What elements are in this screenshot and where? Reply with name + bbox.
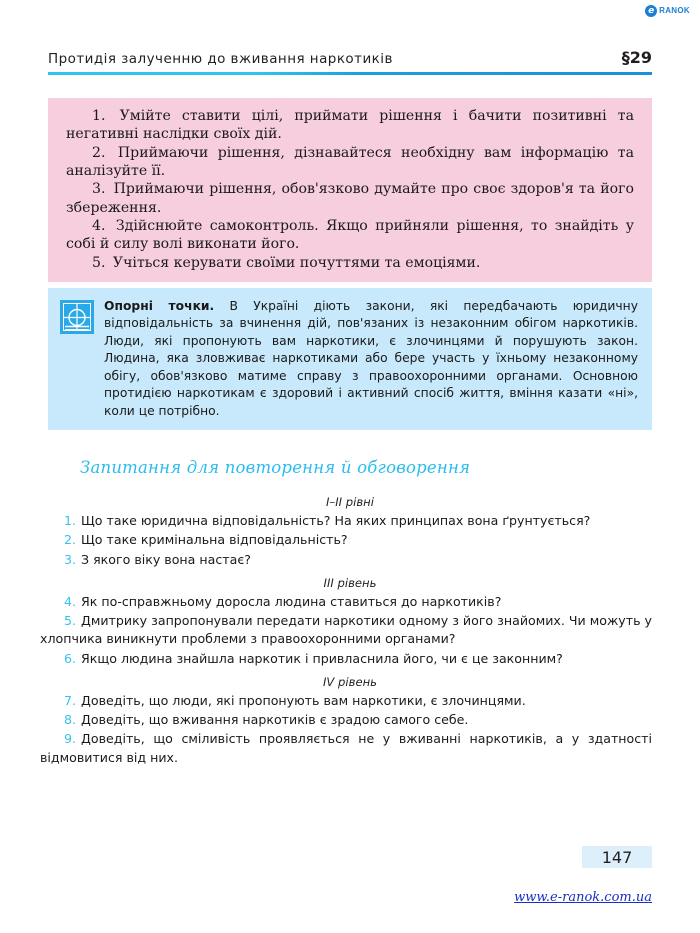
question-item [40,551,660,569]
level-label: III рівень [323,575,377,590]
question-number: 6. [64,650,77,666]
key-points-lead: Опорні точки. [104,299,215,313]
rule-item [66,107,634,144]
question-number: 3. [64,551,77,567]
question-number: 4. [64,593,77,609]
header-rule [48,72,652,75]
question-item [40,512,660,530]
question-number: 8. [64,712,77,727]
question-text: Доведіть, що сміливість проявляється не у вживанні наркотиків, а у здатності відмовитися від них. [40,731,652,765]
rule-item [66,144,634,181]
rule-number: 4. [92,217,106,234]
level-label: I–II рівні [326,495,374,509]
rule-text: Приймаючи рішення, обов'язково думайте про своє здоров'я та його збереження. [66,181,634,216]
question-item [40,650,660,668]
rule-text: Приймаючи рішення, дізнавайтеся необхідну вам інформацію та аналізуйте її. [66,144,634,179]
rule-text: Умійте ставити цілі, приймати рішення і бачити позитивні та негативні наслідки своїх дій. [66,108,634,143]
rule-number: 2. [92,144,106,161]
question-item [40,730,660,767]
question-item [40,711,660,729]
question-text: Що таке юридична відповідальність? На яких принципах вона ґрунтується? [81,513,591,528]
question-text: З якого віку вона настає? [81,551,251,567]
rule-number: 5. [92,254,106,271]
publisher-site-link[interactable]: www.e-ranok.com.ua [514,890,652,905]
question-number: 2. [64,532,77,548]
question-text: Доведіть, що люди, які пропонують вам наркотики, є злочинцями. [81,692,526,708]
brand-name-label: RANOK [659,6,690,15]
question-text: Якщо людина знайшла наркотик і привласнила його, чи є це законним? [81,650,563,666]
running-head [48,48,652,67]
question-item [40,593,660,611]
question-text: Як по-справжньому доросла людина ставиться до наркотиків? [81,593,502,609]
question-number: 9. [64,731,77,747]
question-number: 5. [64,613,77,628]
rule-item [66,254,634,272]
question-text: Що таке кримінальна відповідальність? [81,532,348,548]
question-item [40,531,660,549]
page-title: Протидія залученню до вживання наркотиків [48,51,393,67]
question-number: 1. [64,513,77,528]
target-crosshair-icon [60,300,94,334]
section-number: §29 [621,48,652,67]
rules-panel [48,98,652,282]
e-ranok-logo [645,4,690,17]
questions-list [40,488,660,768]
question-text: Доведіть, що вживання наркотиків є зрадою самого себе. [81,712,469,727]
rule-item [66,180,634,217]
rule-text: Здійснюйте самоконтроль. Якщо прийняли рішення, то знайдіть у собі й силу волі виконати його. [66,217,634,253]
rule-number: 3. [92,181,106,198]
rule-text: Учіться керувати своїми почуттями та емоціями. [108,254,481,271]
page-number: 147 [582,846,652,868]
rule-number: 1. [92,108,106,124]
key-points-panel [48,288,652,430]
level-label: IV рівень [323,674,377,689]
key-points-text [104,298,638,420]
question-text: Дмитрику запропонували передати наркотики одному з його знайомих. Чи можуть у хлопчика виникнути проблеми з правоохоронними органами? [40,613,652,647]
question-number: 7. [64,692,77,708]
question-item [40,692,660,710]
brand-mark-icon: e [645,5,657,17]
rule-item [66,217,634,254]
questions-heading: Запитання для повторення й обговорення [80,458,471,477]
key-points-body: В Україні діють закони, які передбачають юридичну відповідальність за вчинення дій, пов'язаних із незаконним обігом наркотиків. Люди, які пропонують вам наркотики, є злочинцями й порушують закон. Людина, яка зловживає наркотиками або бере участь у їхньому незаконному обігу, обов'язково матиме справу з правоохоронними органами. Основною протидією наркотикам є здоровий і активний спосіб життя, вміння казати «ні», коли це потрібно. [104,299,638,418]
question-item [40,612,660,649]
